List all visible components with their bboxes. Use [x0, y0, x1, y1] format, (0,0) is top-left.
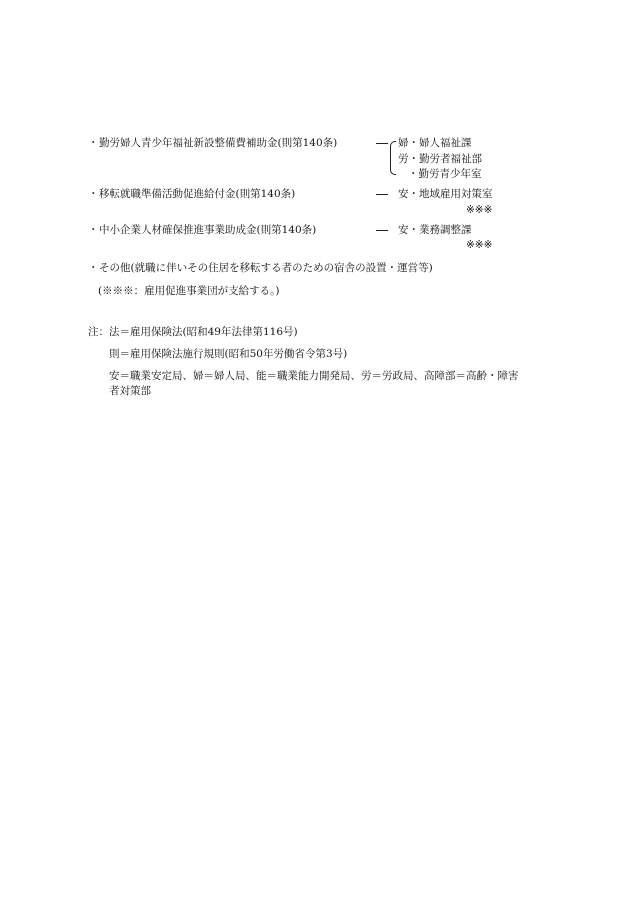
- jigyodan-mark: ※※※: [466, 239, 493, 251]
- item-label-other: その他(就職に伴いその住居を移転する者のための宿舎の設置・運営等): [99, 262, 433, 274]
- department-item: 安・地域雇用対策室: [398, 188, 493, 200]
- connector-dash: [376, 194, 388, 195]
- item-label-sme-personnel-subsidy: 中小企業人材確保推進事業助成金(則第140条): [99, 224, 317, 236]
- item-bullet: ・: [88, 188, 99, 200]
- department-item: 労・勤労者福祉部: [398, 153, 482, 165]
- note-rule: 則＝雇用保険法施行規則(昭和50年労働省令第3号): [109, 348, 348, 360]
- jigyodan-mark: ※※※: [466, 204, 493, 216]
- department-item: 安・業務調整課: [398, 224, 472, 236]
- item-bullet: ・: [88, 224, 99, 236]
- department-item: 婦・婦人福祉課: [398, 137, 472, 149]
- connector-dash: [376, 230, 388, 231]
- item-bullet: ・: [88, 137, 99, 149]
- notes-prefix: 注：: [88, 326, 109, 338]
- note-abbreviations-cont: 者対策部: [109, 385, 151, 397]
- department-item: ・勤労青少年室: [408, 168, 482, 180]
- item-label-youth-welfare-subsidy: 勤労婦人青少年福祉新設整備費補助金(則第140条): [99, 137, 338, 149]
- item-bullet: ・: [88, 262, 99, 274]
- note-abbreviations: 安＝職業安定局、婦＝婦人局、能＝職業能力開発局、労＝労政局、高障部＝高齢・障害: [109, 370, 519, 382]
- item-label-relocation-benefit: 移転就職準備活動促進給付金(則第140条): [99, 188, 296, 200]
- note-law: 法＝雇用保険法(昭和49年法律第116号): [109, 326, 298, 338]
- connector-dash: [376, 143, 388, 144]
- department-brace: [390, 141, 396, 175]
- footnote: (※※※：雇用促進事業団が支給する。): [98, 285, 280, 297]
